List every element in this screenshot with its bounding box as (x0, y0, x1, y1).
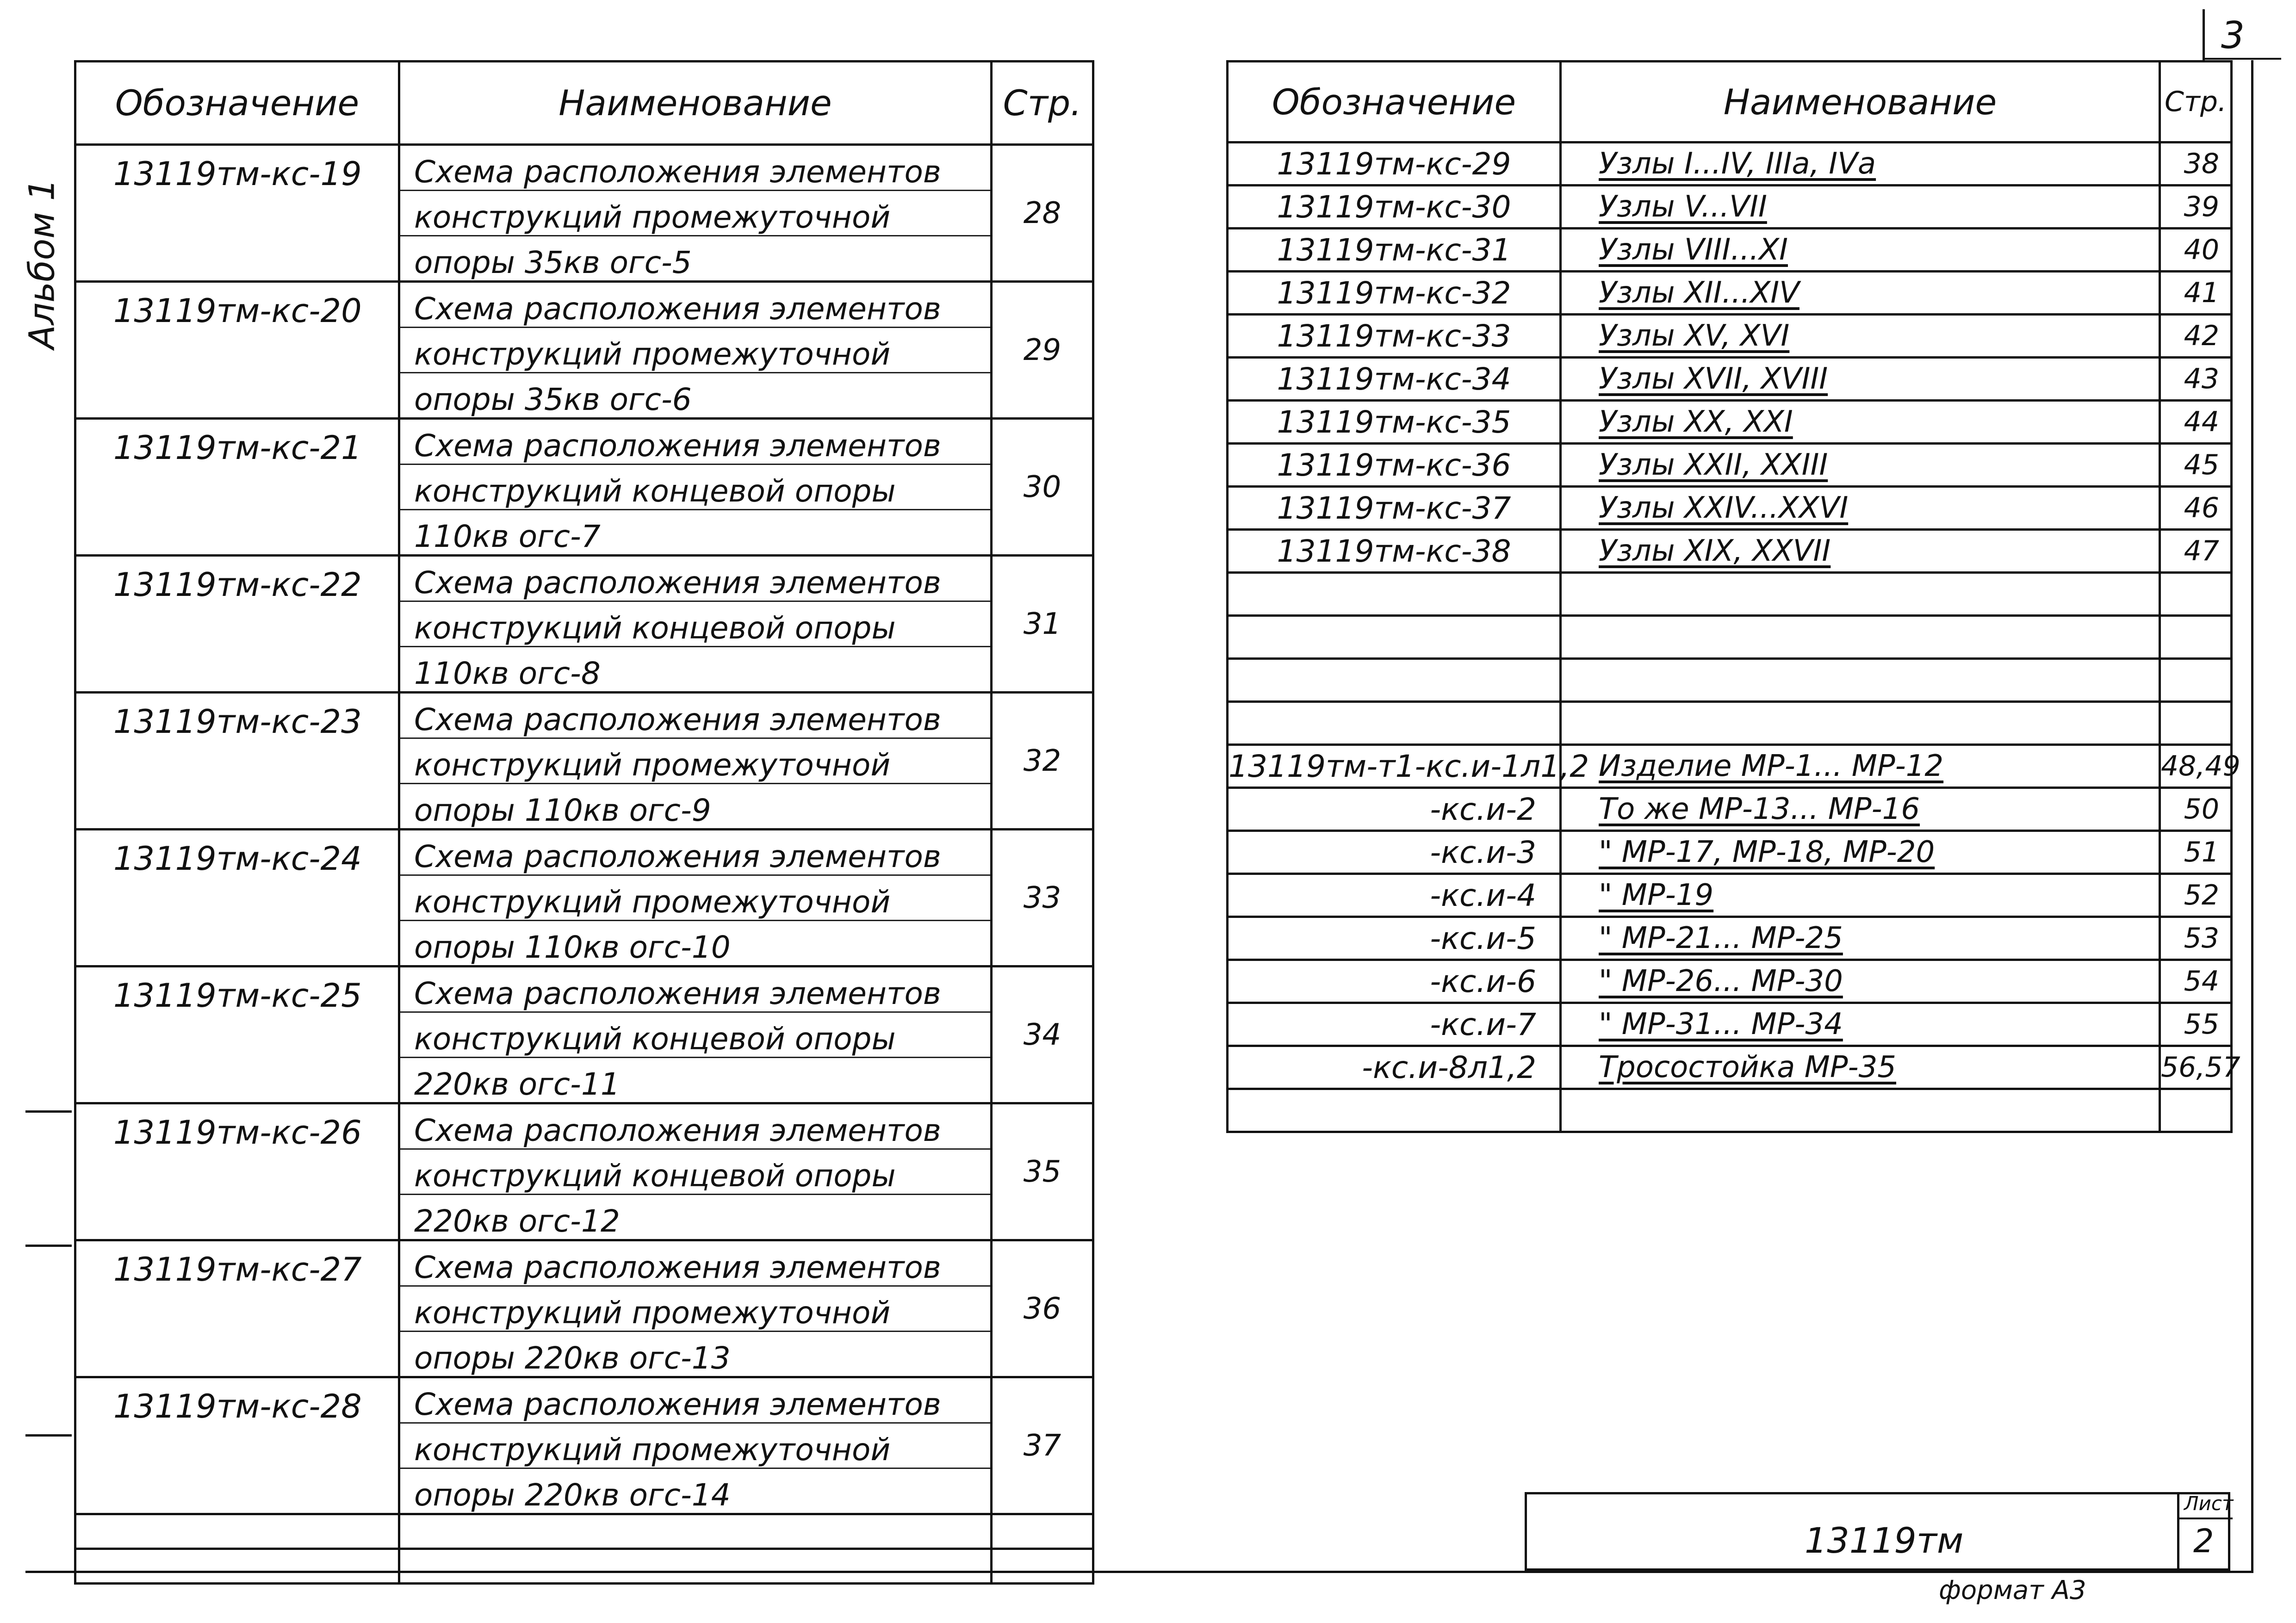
right-header-code: Обозначение (1228, 62, 1561, 142)
right-header-name: Наименование (1561, 62, 2160, 142)
right-row-code (1228, 573, 1561, 616)
title-sheet-label: Лист (2184, 1492, 2234, 1515)
right-row-code: 13119тм-т1-кс.и-1л1,2 (1228, 745, 1561, 788)
right-row-name: " МР-17, МР-18, МР-20 (1561, 831, 2160, 874)
left-row-name-line: конструкций промежуточной (400, 328, 990, 373)
left-row-name-line: 220кв огс-11 (414, 1066, 620, 1102)
left-row-name (399, 282, 992, 419)
left-row-name (399, 830, 992, 966)
right-table-row (1228, 186, 2232, 229)
left-row-name-line: Схема расположения элементов (400, 557, 990, 602)
right-row-page: 53 (2160, 917, 2232, 960)
left-row-page: 35 (992, 1103, 1093, 1240)
right-row-name: Узлы XXII, XXIII (1561, 444, 2160, 487)
right-table-row (1228, 831, 2232, 874)
left-table-row (75, 145, 1093, 282)
right-table-row (1228, 142, 2232, 186)
right-row-page: 50 (2160, 788, 2232, 831)
right-row-code (1228, 1089, 1561, 1132)
left-row-page: 33 (992, 830, 1093, 966)
right-table-row (1228, 1046, 2232, 1089)
right-row-page: 41 (2160, 272, 2232, 315)
right-row-page: 47 (2160, 530, 2232, 573)
right-table-row (1228, 530, 2232, 573)
left-row-code: 13119тм-кс-28 (75, 1377, 399, 1514)
left-row-name (399, 693, 992, 830)
left-row-name-line: конструкций промежуточной (400, 876, 990, 921)
left-row-name-line: Схема расположения элементов (400, 1378, 990, 1424)
right-row-page: 40 (2160, 229, 2232, 272)
right-row-name (1561, 702, 2160, 745)
left-row-page: 28 (992, 145, 1093, 282)
left-row-name-line: конструкций концевой опоры (400, 1150, 990, 1195)
left-row-name-line: опоры 220кв огс-13 (414, 1340, 731, 1376)
format-label: формат А3 (1939, 1575, 2086, 1605)
left-row-code: 13119тм-кс-20 (75, 282, 399, 419)
left-row-name-line: опоры 35кв огс-6 (414, 382, 692, 417)
left-table-row (75, 1103, 1093, 1240)
left-row-name-line: 220кв огс-12 (414, 1203, 620, 1239)
album-label: Альбом 1 (21, 178, 62, 349)
right-row-page (2160, 616, 2232, 659)
left-row-name (399, 1240, 992, 1377)
right-row-page: 42 (2160, 315, 2232, 358)
left-row-name (399, 556, 992, 693)
right-row-page: 44 (2160, 401, 2232, 444)
right-row-name (1561, 616, 2160, 659)
margin-tick-3 (25, 1434, 72, 1437)
left-row-name-line: опоры 110кв огс-10 (414, 929, 731, 965)
right-table-row (1228, 358, 2232, 401)
right-row-code: 13119тм-кс-32 (1228, 272, 1561, 315)
left-blank-cell (75, 1514, 399, 1549)
left-row-name (399, 1377, 992, 1514)
right-row-name: " МР-26... МР-30 (1561, 960, 2160, 1003)
left-row-code: 13119тм-кс-22 (75, 556, 399, 693)
corner-divider (2203, 9, 2205, 60)
left-row-name (399, 1103, 992, 1240)
right-row-page: 39 (2160, 186, 2232, 229)
left-row-code: 13119тм-кс-26 (75, 1103, 399, 1240)
right-row-name: Узлы XII...XIV (1561, 272, 2160, 315)
margin-tick-1 (25, 1110, 72, 1113)
right-table-row (1228, 573, 2232, 616)
left-row-name-line: 110кв огс-7 (414, 519, 601, 554)
right-row-page: 52 (2160, 874, 2232, 917)
left-row-name-line: конструкций концевой опоры (400, 465, 990, 510)
right-row-name (1561, 573, 2160, 616)
right-row-name: Узлы I...IV, IIIа, IVа (1561, 142, 2160, 186)
right-table-row (1228, 1089, 2232, 1132)
left-blank-cell (75, 1549, 399, 1584)
right-row-name: " МР-21... МР-25 (1561, 917, 2160, 960)
right-table-row (1228, 401, 2232, 444)
right-row-name: " МР-19 (1561, 874, 2160, 917)
left-contents-table (74, 60, 1094, 1585)
right-row-code: 13119тм-кс-30 (1228, 186, 1561, 229)
left-row-name-line: конструкций концевой опоры (400, 602, 990, 647)
right-row-name: Узлы V...VII (1561, 186, 2160, 229)
left-row-page: 36 (992, 1240, 1093, 1377)
left-row-name (399, 145, 992, 282)
right-row-page: 46 (2160, 487, 2232, 530)
left-header-page: Стр. (992, 62, 1093, 145)
left-blank-cell (399, 1514, 992, 1549)
left-row-page: 34 (992, 966, 1093, 1103)
right-row-name (1561, 1089, 2160, 1132)
corner-underline (2203, 58, 2281, 60)
margin-tick-2 (25, 1245, 72, 1247)
right-table-row (1228, 616, 2232, 659)
left-table-row (75, 693, 1093, 830)
right-row-code: 13119тм-кс-34 (1228, 358, 1561, 401)
left-row-name-line: Схема расположения элементов (400, 420, 990, 465)
right-row-name: Узлы XVII, XVIII (1561, 358, 2160, 401)
right-row-code: 13119тм-кс-29 (1228, 142, 1561, 186)
left-row-page: 31 (992, 556, 1093, 693)
right-table-row (1228, 487, 2232, 530)
right-row-name: Узлы XX, XXI (1561, 401, 2160, 444)
left-blank-cell (992, 1514, 1093, 1549)
right-row-page: 48,49 (2160, 745, 2232, 788)
right-table-row (1228, 788, 2232, 831)
right-row-code: 13119тм-кс-37 (1228, 487, 1561, 530)
right-row-code: -кс.и-4 (1228, 874, 1561, 917)
right-row-code: 13119тм-кс-33 (1228, 315, 1561, 358)
right-row-name (1561, 659, 2160, 702)
right-header-page: Стр. (2160, 62, 2232, 142)
title-sheet-cell (2177, 1492, 2233, 1571)
left-row-name-line: Схема расположения элементов (400, 1241, 990, 1287)
frame-right (2251, 60, 2253, 1573)
left-table-row (75, 966, 1093, 1103)
right-row-page: 51 (2160, 831, 2232, 874)
left-row-page: 37 (992, 1377, 1093, 1514)
right-row-code: -кс.и-7 (1228, 1003, 1561, 1046)
title-sheet-number: 2 (2193, 1522, 2214, 1560)
right-row-name: Узлы XXIV...XXVI (1561, 487, 2160, 530)
right-row-code: -кс.и-2 (1228, 788, 1561, 831)
right-row-code (1228, 659, 1561, 702)
left-table-row (75, 1377, 1093, 1514)
right-table-row (1228, 444, 2232, 487)
left-table-row (75, 419, 1093, 556)
left-row-name (399, 966, 992, 1103)
title-designation: 13119тм (1805, 1520, 1964, 1561)
title-sheet-divider (2179, 1518, 2233, 1519)
right-row-page: 56,57 (2160, 1046, 2232, 1089)
left-table-blank-row (75, 1514, 1093, 1549)
right-table-row (1228, 272, 2232, 315)
right-row-name: То же МР-13... МР-16 (1561, 788, 2160, 831)
left-row-name-line: 110кв огс-8 (414, 656, 601, 691)
right-row-name: Тросостойка МР-35 (1561, 1046, 2160, 1089)
left-row-code: 13119тм-кс-25 (75, 966, 399, 1103)
title-block (1525, 1492, 2234, 1571)
right-row-code: -кс.и-6 (1228, 960, 1561, 1003)
right-table-row (1228, 229, 2232, 272)
left-table-blank-row (75, 1549, 1093, 1584)
right-row-page (2160, 1089, 2232, 1132)
left-row-name-line: Схема расположения элементов (400, 694, 990, 739)
right-row-page (2160, 702, 2232, 745)
right-row-code: -кс.и-8л1,2 (1228, 1046, 1561, 1089)
right-row-name: " МР-31... МР-34 (1561, 1003, 2160, 1046)
right-row-code: 13119тм-кс-31 (1228, 229, 1561, 272)
left-row-name (399, 419, 992, 556)
right-table-row (1228, 659, 2232, 702)
left-header-name: Наименование (399, 62, 992, 145)
sheet-corner-number: 3 (2221, 14, 2245, 57)
left-row-code: 13119тм-кс-19 (75, 145, 399, 282)
right-row-code: 13119тм-кс-38 (1228, 530, 1561, 573)
right-contents-table (1226, 60, 2240, 1133)
left-row-code: 13119тм-кс-24 (75, 830, 399, 966)
left-row-code: 13119тм-кс-21 (75, 419, 399, 556)
right-row-page: 38 (2160, 142, 2232, 186)
left-table-row (75, 556, 1093, 693)
right-row-code: -кс.и-3 (1228, 831, 1561, 874)
right-row-page: 55 (2160, 1003, 2232, 1046)
left-row-name-line: Схема расположения элементов (400, 967, 990, 1013)
left-header-code: Обозначение (75, 62, 399, 145)
left-row-name-line: конструкций промежуточной (400, 739, 990, 784)
left-blank-cell (992, 1549, 1093, 1584)
left-row-page: 32 (992, 693, 1093, 830)
right-table-row (1228, 917, 2232, 960)
right-row-page (2160, 573, 2232, 616)
right-table-row (1228, 745, 2232, 788)
left-row-code: 13119тм-кс-27 (75, 1240, 399, 1377)
right-table-row (1228, 960, 2232, 1003)
left-row-name-line: опоры 110кв огс-9 (414, 793, 711, 828)
left-row-name-line: Схема расположения элементов (400, 830, 990, 876)
left-row-name-line: конструкций промежуточной (400, 1424, 990, 1469)
left-row-name-line: конструкций концевой опоры (400, 1013, 990, 1058)
left-row-name-line: опоры 220кв огс-14 (414, 1477, 731, 1513)
right-row-page: 54 (2160, 960, 2232, 1003)
left-row-name-line: Схема расположения элементов (400, 283, 990, 328)
right-table-row (1228, 1003, 2232, 1046)
right-row-page: 43 (2160, 358, 2232, 401)
right-table-row (1228, 315, 2232, 358)
right-row-name: Узлы VIII...XI (1561, 229, 2160, 272)
left-table-row (75, 282, 1093, 419)
left-row-page: 30 (992, 419, 1093, 556)
right-row-code: -кс.и-5 (1228, 917, 1561, 960)
right-row-page (2160, 659, 2232, 702)
right-row-name: Узлы XIX, XXVII (1561, 530, 2160, 573)
right-row-code: 13119тм-кс-35 (1228, 401, 1561, 444)
right-row-code: 13119тм-кс-36 (1228, 444, 1561, 487)
right-row-name: Узлы XV, XVI (1561, 315, 2160, 358)
left-table-row (75, 830, 1093, 966)
right-table-row (1228, 702, 2232, 745)
left-row-name-line: опоры 35кв огс-5 (414, 245, 692, 280)
right-table-row (1228, 874, 2232, 917)
left-row-page: 29 (992, 282, 1093, 419)
right-row-name: Изделие МР-1... МР-12 (1561, 745, 2160, 788)
left-row-name-line: конструкций промежуточной (400, 1287, 990, 1332)
left-table-row (75, 1240, 1093, 1377)
left-row-code: 13119тм-кс-23 (75, 693, 399, 830)
right-row-page: 45 (2160, 444, 2232, 487)
left-row-name-line: Схема расположения элементов (400, 146, 990, 191)
left-blank-cell (399, 1549, 992, 1584)
left-row-name-line: конструкций промежуточной (400, 191, 990, 236)
right-row-code (1228, 616, 1561, 659)
right-row-code (1228, 702, 1561, 745)
left-row-name-line: Схема расположения элементов (400, 1104, 990, 1150)
